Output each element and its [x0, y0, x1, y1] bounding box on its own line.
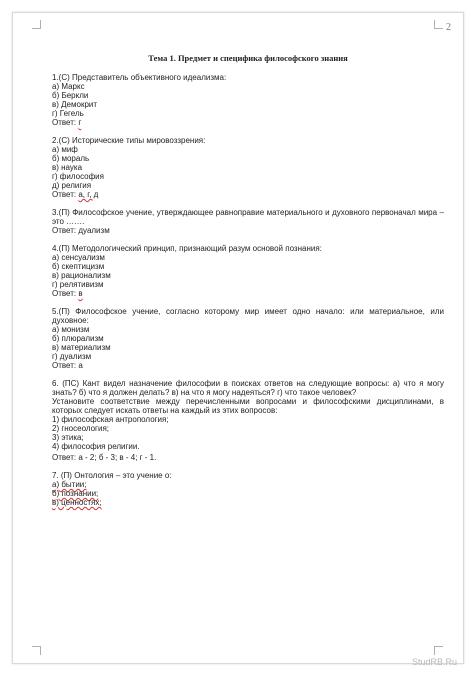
- answer-value: а - 2; б - 3; в - 4; г - 1.: [78, 453, 157, 462]
- question-text: 2.(С) Исторические типы мировоззрения:: [52, 136, 206, 145]
- option: в) рационализм: [52, 271, 111, 280]
- answer-line: [52, 118, 444, 127]
- question-7: [52, 471, 444, 507]
- question-text: 1.(С) Представитель объективного идеализма:: [52, 73, 227, 82]
- crop-mark-top-left: [32, 20, 41, 29]
- crop-mark-bottom-left: [32, 646, 41, 655]
- option: б) познании;: [52, 489, 99, 498]
- answer-value: дуализм: [78, 226, 110, 235]
- option: а) миф: [52, 145, 78, 154]
- option: а) монизм: [52, 325, 90, 334]
- option: г) релятивизм: [52, 280, 104, 289]
- question-4: [52, 244, 444, 298]
- option: г) философия: [52, 172, 104, 181]
- option: б) плюрализм: [52, 334, 104, 343]
- answer-label: Ответ:: [52, 453, 77, 462]
- question-text: 7. (П) Онтология – это учение о:: [52, 471, 172, 480]
- option: а) бытии;: [52, 480, 87, 489]
- option: б) Беркли: [52, 91, 89, 100]
- question-3: [52, 208, 444, 235]
- page-number: 2: [446, 22, 451, 33]
- answer-label: Ответ:: [52, 289, 77, 298]
- question-2: [52, 136, 444, 199]
- option: в) ценностях;: [52, 498, 102, 507]
- answer-line: [52, 190, 444, 199]
- answer-label: Ответ:: [52, 190, 77, 199]
- option: в) Демокрит: [52, 100, 98, 109]
- option: 1) философская антропология;: [52, 415, 169, 424]
- watermark: StudRB.Ru: [411, 657, 457, 667]
- answer-value: а: [78, 361, 83, 370]
- answer-line: [52, 289, 444, 298]
- question-5: [52, 307, 444, 370]
- answer-line: [52, 453, 444, 462]
- option: в) материализм: [52, 343, 111, 352]
- option: б) скептицизм: [52, 262, 105, 271]
- question-text: 3.(П) Философское учение, утверждающее равноправие материального и духовного первоначал мира – это …….: [52, 208, 444, 226]
- option: а) Маркс: [52, 82, 85, 91]
- option: д) религия: [52, 181, 92, 190]
- answer-label: Ответ:: [52, 226, 77, 235]
- answer-line: [52, 361, 444, 370]
- option: г) дуализм: [52, 352, 92, 361]
- page-title: Тема 1. Предмет и специфика философского знания: [148, 53, 348, 63]
- option: г) Гегель: [52, 109, 84, 118]
- question-6: [52, 379, 444, 462]
- question-text: 5.(П) Философское учение, согласно которому мир имеет одно начало: или материальное, или духовное:: [52, 307, 444, 325]
- answer-value: в: [78, 289, 83, 298]
- option: 2) гносеология;: [52, 424, 109, 433]
- document-content: [52, 54, 444, 516]
- answer-label: Ответ:: [52, 118, 77, 127]
- option: в) наука: [52, 163, 83, 172]
- option: 3) этика;: [52, 433, 84, 442]
- question-1: [52, 73, 444, 127]
- crop-mark-top-right: [434, 20, 443, 29]
- option: б) мораль: [52, 154, 90, 163]
- answer-label: Ответ:: [52, 361, 77, 370]
- answer-value: а, г, д: [78, 190, 99, 199]
- option: 4) философия религии.: [52, 442, 140, 451]
- question-text: 6. (ПС) Кант видел назначение философии в поисках ответов на следующие вопросы: а) что я могу знать? б) что я должен делать? в) на что я могу надеяться? г) что такое человек?: [52, 379, 444, 397]
- answer-value: г: [78, 118, 82, 127]
- question-text-continued: Установите соответствие между перечисленными вопросами и философскими дисциплинами, в которых следует искать ответы на каждый из этих вопросов:: [52, 397, 444, 415]
- option: а) сенсуализм: [52, 253, 105, 262]
- question-text: 4.(П) Методологический принцип, признающий разум основой познания:: [52, 244, 322, 253]
- crop-mark-bottom-right: [434, 646, 443, 655]
- answer-line: [52, 226, 444, 235]
